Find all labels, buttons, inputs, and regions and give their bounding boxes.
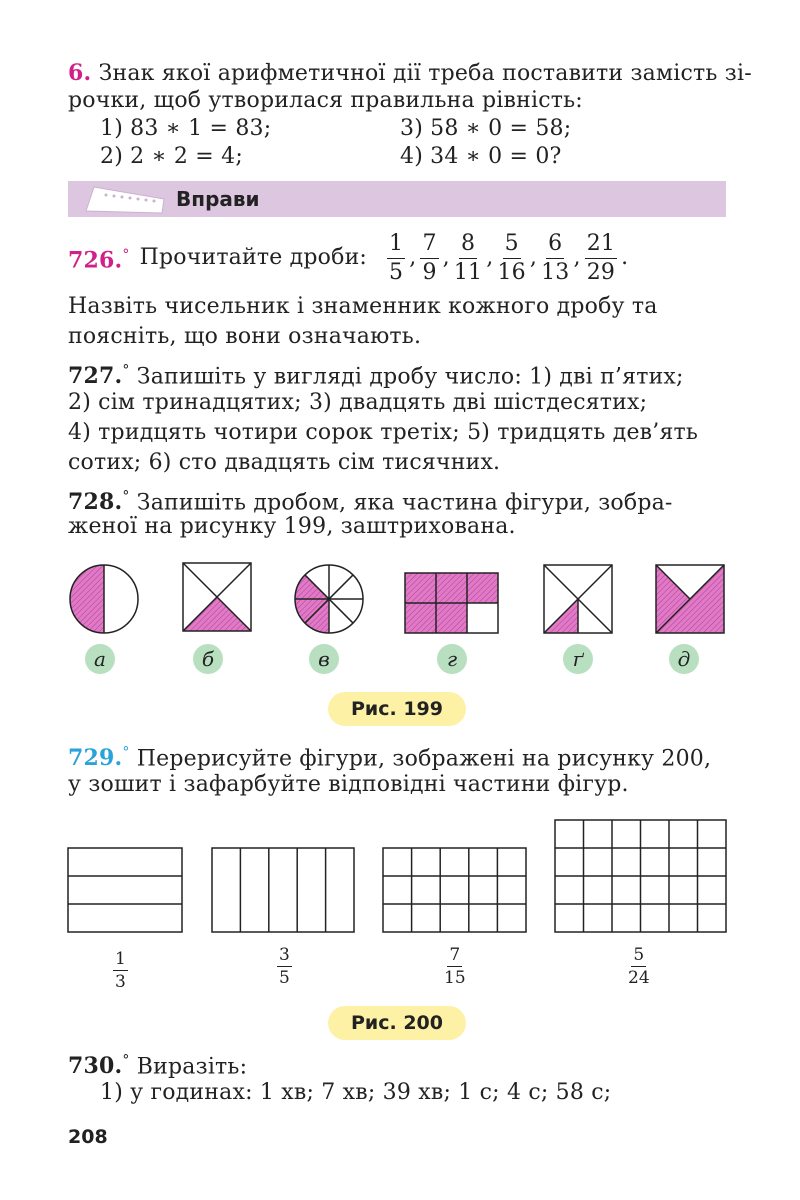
grid-fraction-5-24: 5 24: [628, 945, 650, 988]
question-6-number: 6.: [68, 60, 92, 86]
option-1: 1) 83 ∗ 1 = 83;: [100, 116, 272, 141]
ex-726-number: 726.°: [68, 247, 130, 274]
ex-730-number: 730.°: [68, 1053, 130, 1080]
figure-200-grids: [0, 812, 800, 942]
shape-gg-square-eighth: [544, 565, 612, 633]
question-6-line1: [68, 58, 752, 89]
label-a: а: [85, 644, 115, 674]
section-title: Вправи: [176, 187, 260, 211]
ex-727-line3: 4) тридцять чотири сорок третіх; 5) тридцять дев’ять: [68, 420, 699, 445]
ex-728-number: 728.°: [68, 489, 130, 516]
ex-730-line2: 1) у годинах: 1 хв; 7 хв; 39 хв; 1 с; 4 с; 58 с;: [100, 1080, 612, 1105]
figure-199-caption: Рис. 199: [328, 692, 466, 726]
fraction-7-9: $\frac{7}{9}$: [422, 230, 437, 285]
page-number: 208: [68, 1126, 108, 1148]
label-gg: ґ: [563, 644, 593, 674]
fraction-21-29: $\frac{21}{29}$: [586, 230, 616, 285]
ex-726-line1: 726.° Прочитайте дроби: $\frac{1}{5}$ , $\frac{7}{9}$ , $\frac{8}{11}$ , $\frac{5}{16}$ , $\frac{6}{13}$ , $\frac{21}{29}$ .: [68, 230, 629, 285]
section-band: [68, 181, 726, 217]
question-6-line2: рочки, щоб утворилася правильна рівність:: [68, 88, 583, 113]
fraction-6-13: $\frac{6}{13}$: [541, 230, 570, 285]
ex-727-line2: 2) сім тринадцятих; 3) двадцять дві шістдесятих;: [68, 390, 648, 415]
ex-729-line2: у зошит і зафарбуйте відповідні частини фігур.: [68, 772, 629, 797]
label-v: в: [309, 644, 339, 674]
fraction-5-16: $\frac{5}{16}$: [497, 230, 526, 285]
option-4: 4) 34 ∗ 0 = 0?: [400, 144, 562, 169]
grid-fraction-3-5: 3 5: [279, 945, 290, 988]
shape-b-square-quarter: [183, 563, 251, 631]
fraction-8-11: $\frac{8}{11}$: [453, 230, 483, 285]
ex-729-number: 729.°: [68, 745, 130, 772]
ex-728-line2: женої на рисунку 199, заштрихована.: [68, 514, 516, 539]
ex-727-number: 727.°: [68, 363, 130, 390]
grid-twentyfourths: [555, 820, 726, 932]
shape-d-square-three-quarters: [656, 565, 724, 633]
label-g: г: [437, 644, 467, 674]
fraction-1-5: $\frac{1}{5}$: [389, 230, 404, 285]
shape-a-circle-half: [70, 565, 138, 633]
ex-727-line1: 727.° Запишіть у вигляді дробу число: 1) дві п’ятих;: [68, 363, 684, 390]
ex-726-line3: поясніть, що вони означають.: [68, 324, 422, 349]
option-2: 2) 2 ∗ 2 = 4;: [100, 144, 243, 169]
ex-729-line1: 729.° Перерисуйте фігури, зображені на рисунку 200,: [68, 745, 712, 772]
ex-727-line4: сотих; 6) сто двадцять сім тисячних.: [68, 450, 501, 475]
grid-fifteenths: [383, 848, 526, 932]
figure-200-caption: Рис. 200: [328, 1006, 466, 1040]
figure-199-shapes: [0, 555, 800, 645]
option-3: 3) 58 ∗ 0 = 58;: [400, 116, 572, 141]
grid-fifths: [212, 848, 354, 932]
ex-728-line1: 728.° Запишіть дробом, яка частина фігури, зобра-: [68, 489, 673, 516]
question-6-text: Знак якої арифметичної дії треба поставити замість зі-: [98, 61, 752, 86]
grid-fraction-7-15: 7 15: [444, 945, 466, 988]
ruler-icon: [82, 183, 166, 215]
label-d: д: [669, 644, 699, 674]
ex-730-line1: 730.° Виразіть:: [68, 1053, 248, 1080]
grid-thirds: [68, 848, 182, 932]
shape-v-circle-eighths: [295, 565, 363, 633]
shape-g-rect-sixths: [405, 573, 498, 633]
label-b: б: [193, 644, 223, 674]
ex-726-intro: Прочитайте дроби:: [139, 245, 368, 270]
ex-726-line2: Назвіть чисельник і знаменник кожного дробу та: [68, 294, 658, 319]
grid-fraction-1-3: 1 3: [115, 949, 126, 992]
